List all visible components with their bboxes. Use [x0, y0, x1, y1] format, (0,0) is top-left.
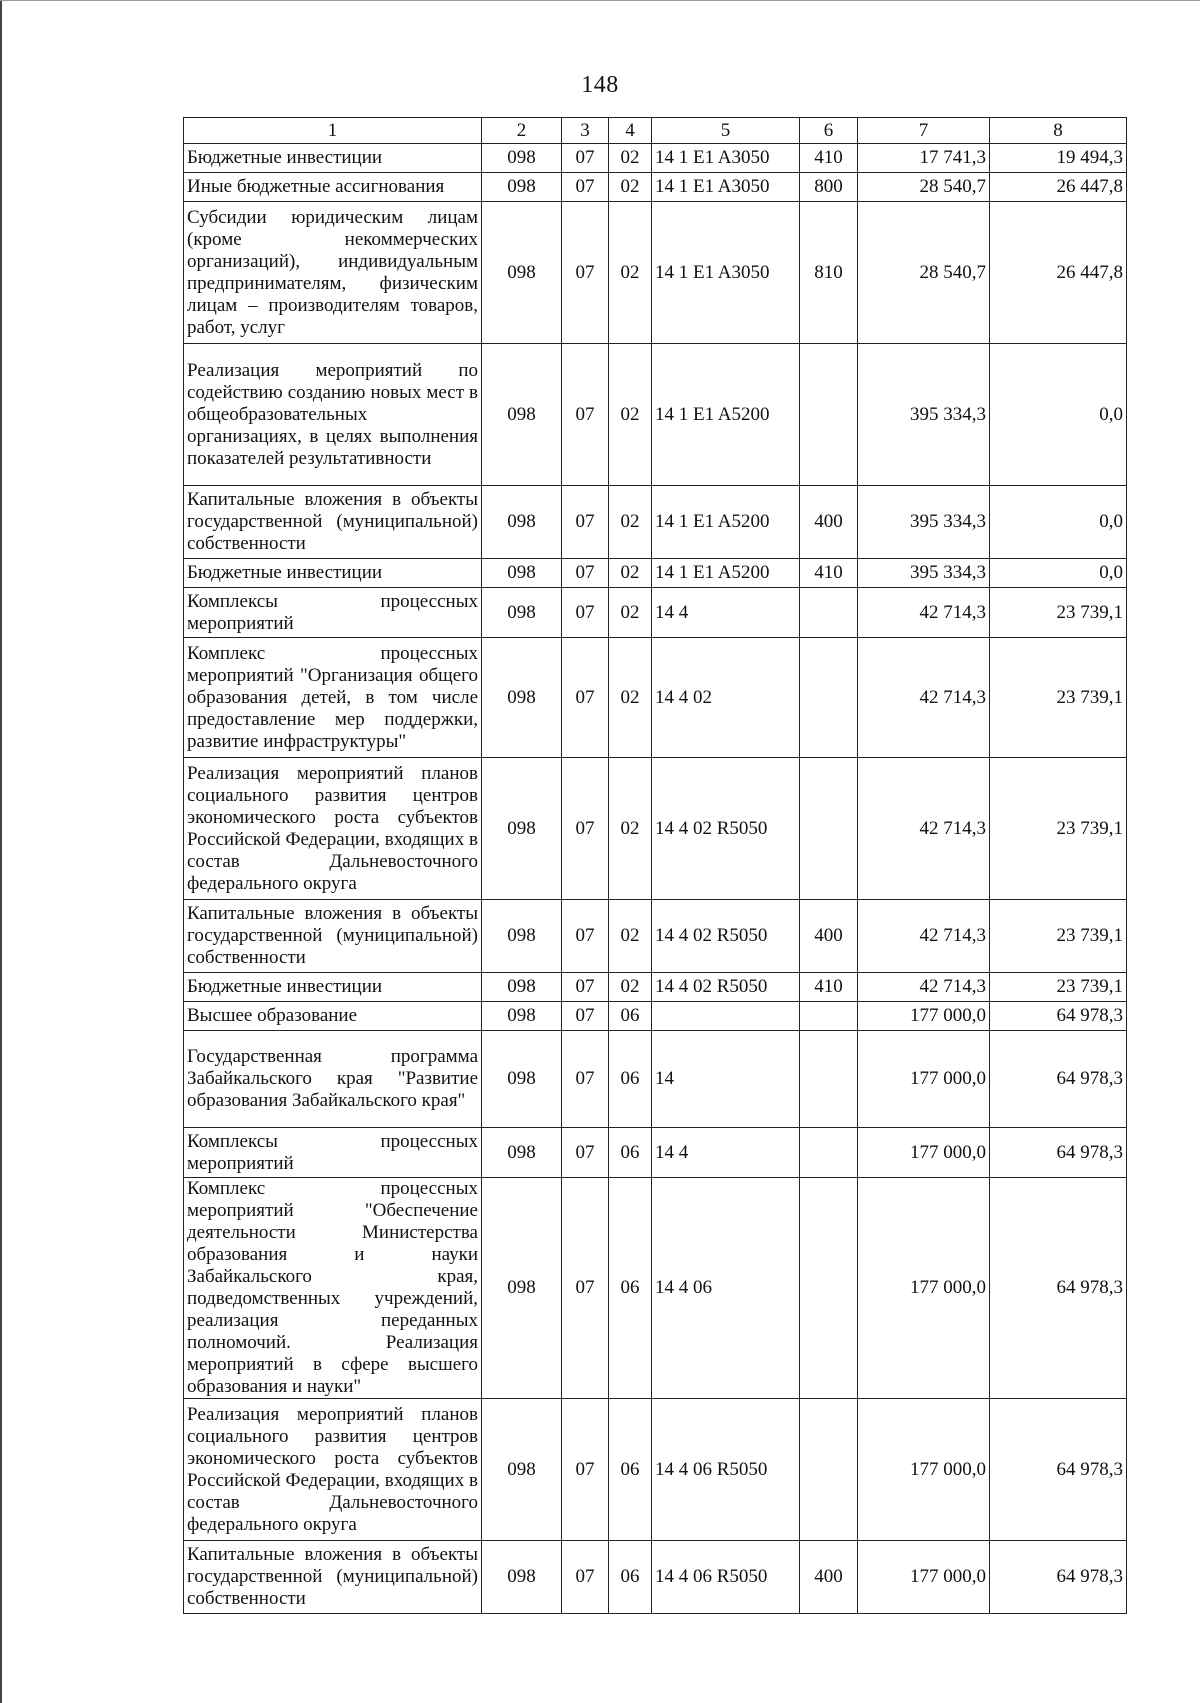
row-name: Бюджетные инвестиции: [184, 559, 482, 588]
row-subsection: 02: [609, 144, 652, 173]
row-amount-1: 177 000,0: [858, 1541, 990, 1614]
table-row: [184, 758, 1127, 900]
row-amount-2: 0,0: [990, 344, 1127, 486]
row-amount-1: 177 000,0: [858, 1399, 990, 1541]
row-target-article: 14 4 02 R5050: [652, 758, 800, 900]
row-subsection: 02: [609, 202, 652, 344]
row-expense-type: 410: [800, 973, 858, 1002]
row-amount-1: 17 741,3: [858, 144, 990, 173]
page-number: 148: [581, 72, 619, 98]
header-col-3: 3: [562, 118, 609, 144]
row-amount-1: 42 714,3: [858, 900, 990, 973]
row-subsection: 02: [609, 559, 652, 588]
row-ministry-code: 098: [482, 1031, 562, 1128]
row-section: 07: [562, 900, 609, 973]
row-amount-2: 23 739,1: [990, 638, 1127, 758]
row-section: 07: [562, 1541, 609, 1614]
row-ministry-code: 098: [482, 1178, 562, 1399]
row-amount-1: 28 540,7: [858, 202, 990, 344]
row-amount-2: 19 494,3: [990, 144, 1127, 173]
row-section: 07: [562, 1399, 609, 1541]
row-name: Реализация мероприятий планов социального развития центров экономического роста субъектов Российской Федерации, входящих в состав Дальневосточного федерального округа: [184, 1399, 482, 1541]
header-col-5: 5: [652, 118, 800, 144]
row-ministry-code: 098: [482, 900, 562, 973]
row-name: Капитальные вложения в объекты государственной (муниципальной) собственности: [184, 900, 482, 973]
row-subsection: 02: [609, 900, 652, 973]
row-amount-1: 395 334,3: [858, 486, 990, 559]
row-subsection: 06: [609, 1541, 652, 1614]
row-amount-2: 64 978,3: [990, 1002, 1127, 1031]
row-amount-2: 26 447,8: [990, 173, 1127, 202]
row-expense-type: [800, 1178, 858, 1399]
row-target-article: 14 4: [652, 588, 800, 638]
row-section: 07: [562, 173, 609, 202]
row-subsection: 02: [609, 588, 652, 638]
row-expense-type: 810: [800, 202, 858, 344]
row-subsection: 02: [609, 173, 652, 202]
table-row: [184, 202, 1127, 344]
row-name: Комплексы процессных мероприятий: [184, 588, 482, 638]
row-amount-1: 42 714,3: [858, 588, 990, 638]
row-section: 07: [562, 344, 609, 486]
row-amount-2: 64 978,3: [990, 1128, 1127, 1178]
row-name: Комплексы процессных мероприятий: [184, 1128, 482, 1178]
row-target-article: 14 4 02 R5050: [652, 900, 800, 973]
row-subsection: 02: [609, 973, 652, 1002]
row-name: Комплекс процессных мероприятий "Организация общего образования детей, в том числе предоставление мер поддержки, развитие инфраструктуры": [184, 638, 482, 758]
row-subsection: 06: [609, 1002, 652, 1031]
row-name: Бюджетные инвестиции: [184, 144, 482, 173]
row-expense-type: 400: [800, 1541, 858, 1614]
row-amount-1: 177 000,0: [858, 1178, 990, 1399]
table-row: [184, 1178, 1127, 1399]
row-expense-type: 800: [800, 173, 858, 202]
row-subsection: 06: [609, 1399, 652, 1541]
row-amount-2: 26 447,8: [990, 202, 1127, 344]
row-ministry-code: 098: [482, 758, 562, 900]
row-amount-2: 0,0: [990, 486, 1127, 559]
row-expense-type: 410: [800, 144, 858, 173]
row-ministry-code: 098: [482, 1541, 562, 1614]
row-section: 07: [562, 202, 609, 344]
row-target-article: 14 4 02: [652, 638, 800, 758]
header-row: [184, 118, 1127, 144]
scan-edge-top: [0, 0, 1200, 1]
row-ministry-code: 098: [482, 173, 562, 202]
row-expense-type: 400: [800, 486, 858, 559]
row-ministry-code: 098: [482, 1128, 562, 1178]
row-expense-type: [800, 1128, 858, 1178]
row-subsection: 02: [609, 638, 652, 758]
row-amount-2: 64 978,3: [990, 1178, 1127, 1399]
row-amount-1: 28 540,7: [858, 173, 990, 202]
header-col-2: 2: [482, 118, 562, 144]
table-row: [184, 173, 1127, 202]
row-ministry-code: 098: [482, 973, 562, 1002]
row-name: Капитальные вложения в объекты государственной (муниципальной) собственности: [184, 486, 482, 559]
row-amount-2: 64 978,3: [990, 1541, 1127, 1614]
header-col-7: 7: [858, 118, 990, 144]
row-subsection: 06: [609, 1128, 652, 1178]
table-row: [184, 1128, 1127, 1178]
row-expense-type: [800, 344, 858, 486]
row-section: 07: [562, 1128, 609, 1178]
row-name: Реализация мероприятий по содействию созданию новых мест в общеобразовательных организациях, в целях выполнения показателей результативности: [184, 344, 482, 486]
row-expense-type: [800, 638, 858, 758]
row-section: 07: [562, 758, 609, 900]
table-row: [184, 344, 1127, 486]
row-ministry-code: 098: [482, 144, 562, 173]
row-name: Бюджетные инвестиции: [184, 973, 482, 1002]
row-amount-1: 395 334,3: [858, 559, 990, 588]
row-target-article: 14 1 E1 A3050: [652, 202, 800, 344]
row-section: 07: [562, 1031, 609, 1128]
row-expense-type: 400: [800, 900, 858, 973]
row-subsection: 06: [609, 1031, 652, 1128]
header-col-4: 4: [609, 118, 652, 144]
table-row: [184, 144, 1127, 173]
row-section: 07: [562, 973, 609, 1002]
table-row: [184, 638, 1127, 758]
row-ministry-code: 098: [482, 1399, 562, 1541]
row-ministry-code: 098: [482, 559, 562, 588]
row-target-article: 14 1 E1 A5200: [652, 559, 800, 588]
row-amount-2: 64 978,3: [990, 1031, 1127, 1128]
row-subsection: 02: [609, 344, 652, 486]
row-section: 07: [562, 588, 609, 638]
row-name: Капитальные вложения в объекты государственной (муниципальной) собственности: [184, 1541, 482, 1614]
row-target-article: 14 1 E1 A5200: [652, 486, 800, 559]
row-ministry-code: 098: [482, 638, 562, 758]
table-row: [184, 559, 1127, 588]
row-ministry-code: 098: [482, 486, 562, 559]
row-expense-type: [800, 1031, 858, 1128]
row-expense-type: [800, 1002, 858, 1031]
row-amount-2: 23 739,1: [990, 973, 1127, 1002]
row-target-article: 14 1 E1 A3050: [652, 144, 800, 173]
row-subsection: 06: [609, 1178, 652, 1399]
header-col-6: 6: [800, 118, 858, 144]
row-subsection: 02: [609, 758, 652, 900]
row-amount-2: 23 739,1: [990, 900, 1127, 973]
header-col-8: 8: [990, 118, 1127, 144]
row-ministry-code: 098: [482, 202, 562, 344]
row-amount-2: 64 978,3: [990, 1399, 1127, 1541]
row-section: 07: [562, 1178, 609, 1399]
row-amount-1: 395 334,3: [858, 344, 990, 486]
table-row: [184, 588, 1127, 638]
row-expense-type: [800, 1399, 858, 1541]
row-name: Субсидии юридическим лицам (кроме некоммерческих организаций), индивидуальным предпринимателям, физическим лицам – производителям товаров, работ, услуг: [184, 202, 482, 344]
row-amount-2: 23 739,1: [990, 758, 1127, 900]
row-amount-1: 42 714,3: [858, 758, 990, 900]
row-name: Комплекс процессных мероприятий "Обеспечение деятельности Министерства образования и науки Забайкальского края, подведомственных учреждений, реализация переданных полномочий. Реализация мероприятий в сфере высшего образования и науки": [184, 1178, 482, 1399]
row-section: 07: [562, 559, 609, 588]
row-expense-type: 410: [800, 559, 858, 588]
row-target-article: 14 4: [652, 1128, 800, 1178]
table-row: [184, 1541, 1127, 1614]
row-name: Государственная программа Забайкальского края "Развитие образования Забайкальского края": [184, 1031, 482, 1128]
row-section: 07: [562, 486, 609, 559]
table-row: [184, 973, 1127, 1002]
row-name: Реализация мероприятий планов социального развития центров экономического роста субъектов Российской Федерации, входящих в состав Дальневосточного федерального округа: [184, 758, 482, 900]
scan-edge-left: [0, 0, 2, 1703]
table-row: [184, 900, 1127, 973]
row-name: Высшее образование: [184, 1002, 482, 1031]
row-ministry-code: 098: [482, 1002, 562, 1031]
header-col-1: 1: [184, 118, 482, 144]
row-name: Иные бюджетные ассигнования: [184, 173, 482, 202]
row-amount-2: 0,0: [990, 559, 1127, 588]
table-row: [184, 1031, 1127, 1128]
row-expense-type: [800, 758, 858, 900]
row-target-article: 14 4 06: [652, 1178, 800, 1399]
table-row: [184, 486, 1127, 559]
row-section: 07: [562, 144, 609, 173]
row-target-article: 14 1 E1 A5200: [652, 344, 800, 486]
row-target-article: 14 4 02 R5050: [652, 973, 800, 1002]
row-section: 07: [562, 1002, 609, 1031]
row-section: 07: [562, 638, 609, 758]
row-target-article: 14 1 E1 A3050: [652, 173, 800, 202]
row-amount-1: 42 714,3: [858, 638, 990, 758]
row-target-article: 14 4 06 R5050: [652, 1399, 800, 1541]
row-ministry-code: 098: [482, 344, 562, 486]
row-amount-1: 42 714,3: [858, 973, 990, 1002]
row-amount-1: 177 000,0: [858, 1002, 990, 1031]
row-ministry-code: 098: [482, 588, 562, 638]
row-amount-2: 23 739,1: [990, 588, 1127, 638]
table-row: [184, 1399, 1127, 1541]
row-target-article: 14: [652, 1031, 800, 1128]
row-subsection: 02: [609, 486, 652, 559]
row-target-article: [652, 1002, 800, 1031]
row-expense-type: [800, 588, 858, 638]
row-amount-1: 177 000,0: [858, 1031, 990, 1128]
row-amount-1: 177 000,0: [858, 1128, 990, 1178]
table-row: [184, 1002, 1127, 1031]
row-target-article: 14 4 06 R5050: [652, 1541, 800, 1614]
budget-table: [183, 117, 1127, 1614]
